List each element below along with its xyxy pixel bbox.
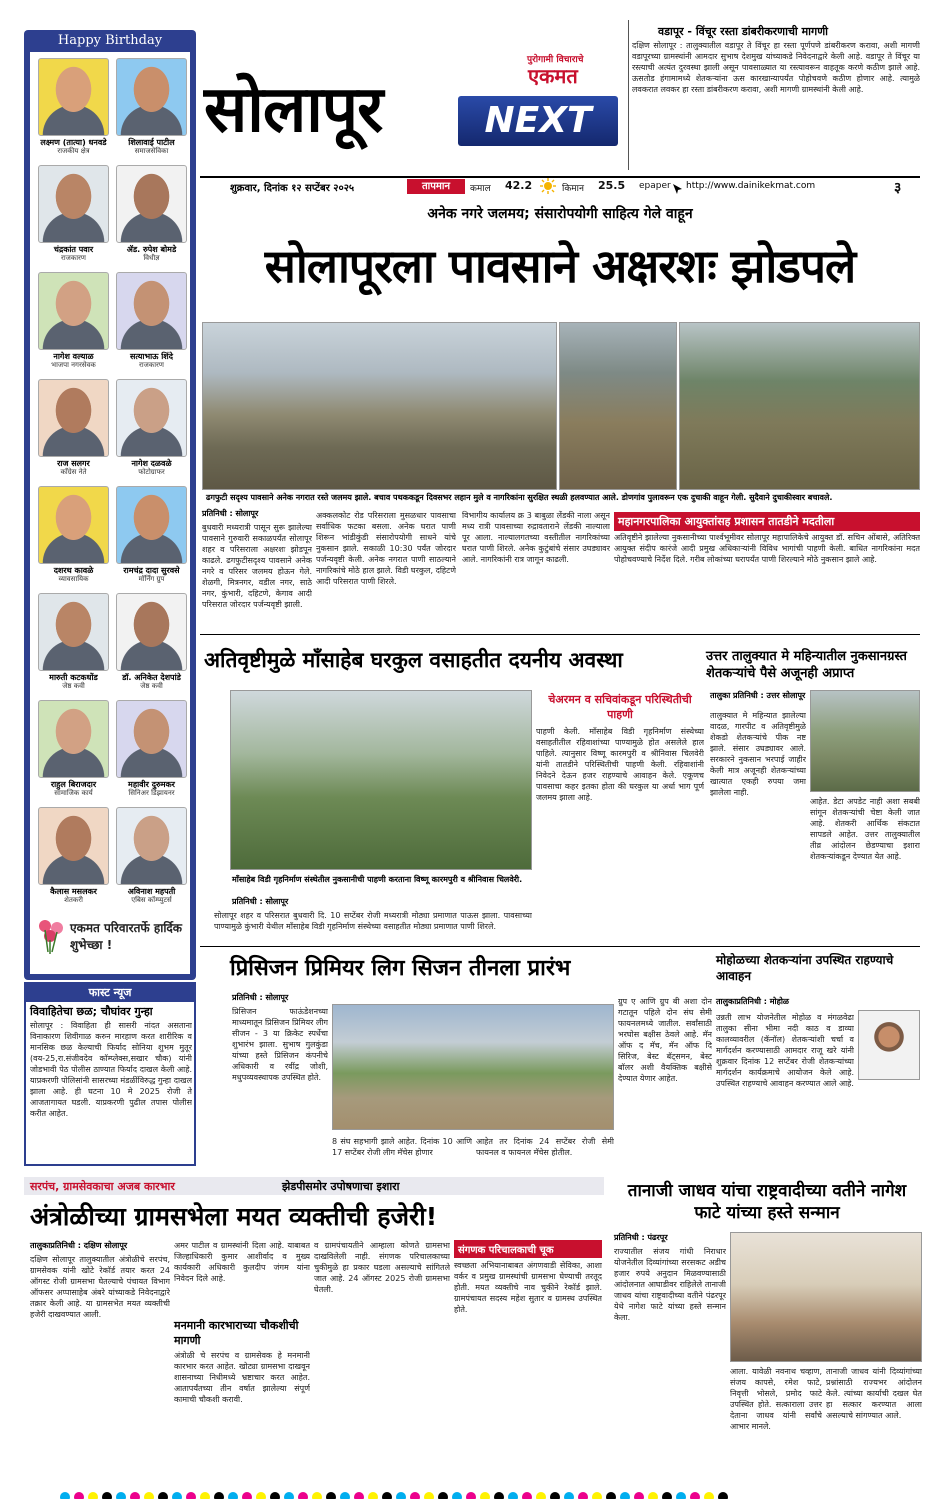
birthday-name: लक्ष्मण (तात्या) धनवडे: [40, 138, 107, 147]
epaper-label: epaper: [639, 181, 671, 191]
pointer-icon: [672, 180, 684, 192]
registration-dot: [102, 1492, 112, 1499]
gharkul-sub-headline: चेअरमन व सचिवांकडून परिस्थितीची पाहणी: [548, 693, 692, 721]
antroli-body-4: व ग्रामपंचायतीने आम्हाला कोणते ग्रामसभा दाखविलेली नाही. संगणक परिचालकाच्या चुकीमुळे हा प्रकार घडला असल्याचे सांगितले जात आहे. 24 ऑगस्ट 2025 रोजी ग्रामसभा घेतली.: [314, 1241, 450, 1294]
registration-dot: [242, 1492, 252, 1499]
lead-col-1: बुधवारी मध्यरात्री पासून सुरू झालेल्या पावसाने गुरुवारी सकाळपर्यंत सोलापूर शहर व परिसराला अक्षरशः झोडपून काढले. ढगफुटीसदृश्य पावसाने अनेक नगरे व परिसर जलमय होऊन गेले. शेळगी, मित्रनगर, वडील नगर, साठे नगर, कुंभारी, दहिटणे, केगाव आदी परिसरात जोरदार पर्जन्यवृष्टी झाली.: [202, 523, 312, 609]
registration-dot: [382, 1492, 392, 1499]
registration-dot: [340, 1492, 350, 1499]
birthday-card: [116, 807, 187, 904]
registration-dot: [424, 1492, 434, 1499]
birthday-name: चंद्रकांत पवार: [53, 245, 94, 254]
temp-label: तापमान: [407, 179, 465, 194]
registration-dot: [466, 1492, 476, 1499]
registration-dot: [522, 1492, 532, 1499]
registration-dot: [60, 1492, 70, 1499]
gharkul-body-1: सोलापूर शहर व परिसरात बुधवारी दि. 10 सप्टेंबर रोजी मध्यरात्री मोठ्या प्रमाणात पाऊस झाला. पावसाच्या पाण्यामुळे कुंभारी येथील माँसाहेब विडी गृहनिर्माण संस्थेच्या वसाहतीत मोठ्या प्रमाणात पाणी शिरले.: [214, 911, 532, 931]
birthday-name: नागेश दळवळे: [131, 459, 172, 468]
registration-dot: [88, 1492, 98, 1499]
mohol-photo: [858, 1010, 920, 1080]
epaper-url[interactable]: http://www.dainikekmat.com: [686, 181, 816, 191]
lead-side-body: अतिवृष्टीने झालेल्या नुकसानीच्या पार्श्वभूमीवर सोलापूर महापालिकेचे आयुक्त डॉ. सचिन ओंबासे, अतिरिक्त आयुक्त संदीप कारंजे आदी प्रमुख अधिकाऱ्यांनी विविध भागांची पाहणी केली. बाधित नागरिकांना मदत पोहोचवण्याचे निर्देश दिले. गरीब लोकांच्या घरापर्यंत पाणी शिरल्याने मोठे नुकसान झाले आहे.: [614, 533, 920, 564]
birthday-card: [116, 593, 187, 690]
birthday-name: नागेश वल्याळ: [53, 352, 94, 361]
birthday-photo: [116, 593, 187, 671]
birthday-name: अविनाश महपती: [127, 887, 176, 896]
antroli-body-2: अमर पाटील व ग्रामस्थांनी दिला आहे. याबाबत जिल्हाधिकारी कुमार आशीर्वाद व मुख्य कार्यकारी अधिकारी कुलदीप जंगम यांना निवेदन दिले आहे.: [174, 1241, 310, 1283]
birthday-card: [116, 700, 187, 797]
mohol-headline: मोहोळच्या शेतकऱ्यांना उपस्थित राहण्याचे आवाहन: [716, 953, 894, 983]
registration-dot: [312, 1492, 322, 1499]
birthday-role: राजकारण: [139, 361, 164, 369]
birthday-card: [116, 58, 187, 155]
registration-dot: [704, 1492, 714, 1499]
birthday-name: महावीर दुरुमकर: [128, 780, 175, 789]
birthday-photo: [38, 165, 109, 243]
registration-dot: [130, 1492, 140, 1499]
masthead-tagline: पुरोगामी विचाराचे: [527, 55, 584, 65]
registration-dot: [564, 1492, 574, 1499]
registration-dot: [214, 1492, 224, 1499]
masthead-brand: एकमत: [528, 64, 578, 88]
birthday-role: विधीज्ञ: [143, 254, 160, 262]
birthday-card: [116, 379, 187, 476]
registration-dot: [494, 1492, 504, 1499]
birthday-name: मारुती कटकधोंड: [49, 673, 98, 682]
tanaji-photo: [730, 1232, 922, 1362]
section-rule-2: [200, 946, 920, 947]
birthday-photo: [38, 593, 109, 671]
birthday-role: जेष्ठ कवी: [140, 682, 163, 690]
registration-dot: [368, 1492, 378, 1499]
lead-side-headline: महानगरपालिका आयुक्तांसह प्रशासन तातडीने मदतीला: [614, 512, 920, 531]
lead-headline: सोलापूरला पावसाने अक्षरशः झोडपले: [264, 239, 856, 293]
registration-dot: [620, 1492, 630, 1499]
lead-photo-bridge: [679, 322, 920, 490]
happy-birthday-title: Happy Birthday: [57, 33, 163, 48]
temp-min-value: 25.5: [598, 179, 626, 192]
bottom-strip-left: सरपंच, ग्रामसेवकाचा अजब कारभार: [30, 1180, 175, 1193]
registration-dot: [186, 1492, 196, 1499]
sun-icon: [540, 178, 556, 194]
birthday-role: मॉर्निंग ग्रुप: [138, 575, 165, 583]
birthday-card: [38, 272, 109, 369]
tanaji-body-1: राज्यातील संजय गांधी निराधार योजनेतील दिव्यांगांच्या सरसकट अडीच हजार रुपये अनुदान मिळवण्यासाठी आंदोलनात आघाडीवर राहिलेले तानाजी जाधव यांचा राष्ट्रवादीच्या वतीने पंढरपूर येथे नागेश फाटे यांच्या हस्ते सन्मान केला.: [614, 1247, 726, 1322]
registration-dot: [634, 1492, 644, 1499]
registration-dot: [648, 1492, 658, 1499]
lead-kicker: अनेक नगरे जलमय; संसारोपयोगी साहित्य गेले वाहून: [427, 206, 693, 222]
registration-dot: [676, 1492, 686, 1499]
lead-col-2: अक्कलकोट रोड परिसराला मुसळधार पावसाचा सर्वाधिक फटका बसला. अनेक घरात पाणी शिरून भांडीकुंडी संसारोपयोगी साधने यांचे नुकसान झाले. सकाळी 10:30 पर्यंत जोरदार पर्जन्यवृष्टी केली. अनेक नगरात पाणी साठल्याने नागरिकांचे मोठे हाल झाले. विडी घरकुल, दहिटणे आदी परिसरात पाणी शिरले.: [316, 511, 456, 586]
registration-dot: [550, 1492, 560, 1499]
uttar-col-2: आहेत. डेटा अपडेट नाही अशा सबबी सांगून शेतकऱ्यांची चेष्टा केली जात आहे. शेतकरी आर्थिक संकटात सापडले आहेत. उत्तर तालुक्यातील तीव्र आंदोलन छेडण्याचा इशारा शेतकऱ्यांकडून देण्यात येत आहे.: [810, 797, 920, 861]
birthday-photo: [116, 486, 187, 564]
registration-dot: [718, 1492, 728, 1499]
registration-dot: [74, 1492, 84, 1499]
birthday-card: [116, 272, 187, 369]
registration-dot: [144, 1492, 154, 1499]
top-right-body: दक्षिण सोलापूर : तालुक्यातील वडापूर ते विंचूर हा रस्ता पूर्णपणे डांबरीकरण करावा, अशी मागणी वडापूरच्या ग्रामस्थांनी आमदार सुभाष देशमुख यांच्याकडे निवेदनाद्वारे केली आहे. वडापूर ते विंचूर या रस्त्याची अत्यंत दुरवस्था झाली असून पावसाळ्यात या रस्त्यावरून वाहतूक करणे कठीण झाले आहे. ऊसतोड हंगामामध्ये शेतकऱ्यांना ऊस कारखान्यापर्यंत पोहोचवणे कठीण होणार आहे. त्यामुळे लवकरात लवकर हा रस्ता डांबरीकरण करावा, अशी मागणी ग्रामस्थांनी केली आहे.: [632, 41, 920, 94]
tanaji-body-2: आला. यावेळी नवनाथ चव्हाण, संजय कापसे, रमेश फाटे, निवृत्ती भोसले, प्रमोद फाटे उपस्थित होते. सत्काराला उत्तर देताना जाधव यांनी सर्वांचे आभार मानले.: [730, 1367, 822, 1431]
birthday-name: ॲड. रुपेश बोमडे: [126, 245, 177, 254]
birthday-name: राज सलगर: [57, 459, 90, 468]
birthday-card: [116, 165, 187, 262]
registration-dot: [270, 1492, 280, 1499]
birthday-photo: [116, 165, 187, 243]
registration-dot: [438, 1492, 448, 1499]
premier-headline: प्रिसिजन प्रिमियर लिग सिजन तीनला प्रारंभ: [230, 956, 571, 981]
birthday-photo: [38, 58, 109, 136]
birthday-role: कॉंग्रेस नेते: [60, 468, 87, 476]
premier-caption-left: 8 संघ सहभागी झाले आहेत. दिनांक 10 आणि 17 सप्टेंबर रोजी लीग मॅचेस होणार: [332, 1137, 472, 1157]
birthday-name: कैलास मसलकर: [50, 887, 97, 896]
gharkul-headline: अतिवृष्टीमुळे माँसाहेब घरकुल वसाहतीत दयनीय अवस्था: [204, 648, 623, 672]
premier-byline: प्रतिनिधी : सोलापूर: [232, 993, 289, 1002]
mohol-body: उन्नती लाभ योजनेतील मोहोळ व मंगळवेढा तालुका सीना भीमा नदी काठ व डाव्या कालव्यावरील (कॅनॉल) शेतकऱ्यांशी चर्चा व मार्गदर्शन करण्यासाठी आमदार राजू खरे यांनी शुक्रवार दिनांक 12 सप्टेंबर रोजी शेतकऱ्यांच्या मार्गदर्शन कार्यक्रमाचे आयोजन केले आहे. उपस्थित राहण्याचे आवाहन करण्यात आले आहे.: [716, 1013, 854, 1088]
issue-date: शुक्रवार, दिनांक १२ सप्टेंबर २०२५: [230, 183, 355, 194]
birthday-card: [38, 58, 109, 155]
gharkul-body-2: पाहणी केली. माँसाहेब विडी गृहनिर्माण संस्थेच्या वसाहतीतील रहिवाशांच्या पाण्यामुळे होत असलेले हाल पाहिले. त्यानुसार विष्णू कारमपुरी व श्रीनिवास चिलवेरी यांनी तातडीने परिस्थितीची पाहणी केली. रहिवाशांनी निवेदने देऊन हजर राहण्याचे आवाहन केले. एकूणच पावसाचा कहर इतका होता की घरकुल या अर्धा भाग पूर्ण जलमय झाला आहे.: [536, 727, 704, 802]
registration-dot: [284, 1492, 294, 1499]
lead-byline: प्रतिनिधी : सोलापूर: [202, 509, 259, 518]
registration-dot: [508, 1492, 518, 1499]
fast-news-label-text: फास्ट न्यूज: [88, 986, 132, 999]
tanaji-byline: प्रतिनिधी : पंढरपूर: [614, 1233, 668, 1242]
fast-news-label: [26, 984, 194, 1002]
premier-body-2: ग्रुप ए आणि ग्रुप बी अशा दोन गटातून पहिले दोन संघ सेमी फायनलमध्ये जातील. सर्वांसाठी भरघोस बक्षीस ठेवले आहे. मॅन ऑफ द मॅच, मॅन ऑफ दि सिरिज, बेस्ट बॅट्समन, बेस्ट बॉलर अशी वैयक्तिक बक्षीसे देण्यात येणार आहेत.: [618, 997, 712, 1083]
registration-dot: [480, 1492, 490, 1499]
birthday-card: [116, 486, 187, 583]
registration-dot: [354, 1492, 364, 1499]
color-registration-strip: [60, 1487, 920, 1499]
top-right-headline: वडापूर - विंचूर रस्ता डांबरीकरणाची मागणी: [658, 25, 829, 38]
birthday-role: राजकारण: [61, 254, 86, 262]
birthday-card: [38, 593, 109, 690]
birthday-photo: [116, 807, 187, 885]
antroli-body-1: दक्षिण सोलापूर तालुक्यातील अंत्रोळीचे सरपंच, ग्रामसेवक यांनी खोटे रेकॉर्ड तयार करत 24 ऑगस्ट रोजी ग्रामसभा घेतल्याचे पंचायत विभाग ऑफसर अप्पासाहेब अंबरे यांच्याकडे निवेदनाद्वारे तक्रार केली आहे. या ग्रामसभेत मयत व्यक्तीची हजेरी दाखवण्यात आली.: [30, 1255, 170, 1319]
next-logo-text: NEXT: [484, 100, 592, 141]
registration-dot: [326, 1492, 336, 1499]
registration-dot: [228, 1492, 238, 1499]
fast-news-body: सोलापूर : विवाहिता ही सासरी नांदत असताना विनाकारण शिवीगाळ करुन मारहाण करत शारीरिक व मानसिक छळ केल्याची फिर्याद सोनिया शुभम मुतूर (वय-25,रा.संजीवदेव कॉम्प्लेक्स,सखार चौक) यांनी जोडभावी पेठ पोलीस ठाण्यात फिर्याद दाखल केली आहे. याप्रकरणी पोलिसांनी सासरच्या मंडळींविरुद्ध गुन्हा दाखल झाला आहे. ही घटना 10 मे 2025 रोजी ते आजतागायत घडली. याप्रकरणी पुढील तपास पोलीस करीत आहेत.: [30, 1021, 192, 1118]
birthday-role: जेष्ठ कवी: [62, 682, 85, 690]
tanaji-headline: तानाजी जाधव यांचा राष्ट्रवादीच्या वतीने नागेश फाटे यांच्या हस्ते सन्मान: [627, 1181, 907, 1223]
registration-dot: [172, 1492, 182, 1499]
birthday-photo: [38, 700, 109, 778]
antroli-sub-headline: मनमानी कारभाराच्या चौकशीची मागणी: [174, 1319, 299, 1347]
birthday-photo: [116, 272, 187, 350]
registration-dot: [592, 1492, 602, 1499]
premier-body-1: प्रिसिजन फाऊंडेशनच्या माध्यमातून प्रिसिजन प्रिमियर लीग सीजन - 3 या क्रिकेट स्पर्धेचा शुभारंभ झाला. सुभाष गुलकुंडा यांच्या हस्ते प्रिसिजन कंपनीचे अधिकारी व रवींद्र जोशी, मधुपव्यवस्थापक उपस्थित होते.: [232, 1007, 328, 1082]
birthday-photo: [38, 379, 109, 457]
antroli-body-3: अंत्रोळी चे सरपंच व ग्रामसेवक हे मनमानी कारभार करत आहेत. खोट्या ग्रामसभा दाखवून शासनाच्या निधीमध्ये भ्रष्टाचार करत आहेत. आतापर्यंतच्या तीन वर्षात झालेल्या संपूर्ण कामाची चौकशी करावी.: [174, 1351, 310, 1404]
masthead-title: सोलापूर: [204, 73, 383, 147]
lead-photo-street: [202, 322, 557, 490]
antroli-body-5: स्वच्छता अभियानाबाबत अंगणवाडी सेविका, आशा वर्कर व प्रमुख ग्रामस्थांची ग्रामसभा घेण्याची तरतूद होती. मयत व्यक्तीचे नाव चुकीने रेकॉर्ड झाले. ग्रामपंचायत सदस्य महेश सुतार व ग्रामस्थ उपस्थित होते.: [454, 1261, 602, 1314]
gharkul-photo: [230, 690, 532, 870]
registration-dot: [116, 1492, 126, 1499]
birthday-photo: [38, 486, 109, 564]
birthday-role: व्यावसायिक: [58, 575, 89, 583]
birthday-role: शेतकरी: [64, 896, 83, 904]
birthday-role: भाजपा नगरसेवक: [51, 361, 96, 369]
gharkul-byline: प्रतिनिधी : सोलापूर: [232, 897, 289, 906]
temp-max-label: कमाल: [470, 184, 491, 194]
registration-dot: [256, 1492, 266, 1499]
registration-dot: [578, 1492, 588, 1499]
registration-dot: [200, 1492, 210, 1499]
bottom-strip-mid: झेडपीसमोर उपोषणाचा इशारा: [282, 1180, 400, 1193]
mohol-byline: तालुकाप्रतिनिधी : मोहोळ: [716, 997, 789, 1006]
birthday-role: एबिस कॉम्प्युटर्स: [131, 896, 172, 904]
masthead-rule: [200, 176, 920, 178]
registration-dot: [158, 1492, 168, 1499]
premier-caption-right: आहेत तर दिनांक 24 सप्टेंबर रोजी सेमी फायनल व फायनल मॅचेस होतील.: [476, 1137, 614, 1157]
temp-max-value: 42.2: [505, 179, 533, 192]
birthday-name: डॉ. अनिकेत देशपांडे: [122, 673, 181, 682]
birthday-name: सत्याभाऊ शिंदे: [130, 352, 173, 361]
wishes-text: एकमत परिवारतर्फे हार्दिक शुभेच्छा !: [70, 921, 183, 952]
registration-dot: [536, 1492, 546, 1499]
birthday-role: राजकीय क्षेत्र: [57, 147, 90, 155]
uttar-headline: उत्तर तालुक्यात मे महिन्यातील नुकसानग्रस्त शेतकऱ्यांचे पैसे अजूनही अप्राप्त: [706, 649, 907, 681]
flower-icon: [36, 916, 66, 956]
tanaji-body-3: तानाजी जाधव यांनी दिव्यांगांच्या प्रश्नांसाठी राज्यभर आंदोलन केले. त्यांच्या कार्याची दखल घेत हा सत्कार करण्यात आला असल्याचे सांगण्यात आले.: [826, 1367, 922, 1420]
birthday-card: [38, 486, 109, 583]
uttar-photo: [810, 690, 920, 792]
registration-dot: [606, 1492, 616, 1499]
uttar-col-1: तालुक्यात मे महिन्यात झालेल्या वादळ, गारपीट व अतिवृष्टीमुळे शेकडो शेतकऱ्यांचे पीक नष्ट झाले. संसार उघड्यावर आले. सरकारने नुकसान भरपाई जाहीर केली मात्र अजूनही शेतकऱ्यांच्या खात्यात एकही रुपया जमा झालेला नाही.: [710, 711, 806, 797]
birthday-card: [38, 700, 109, 797]
registration-dot: [396, 1492, 406, 1499]
section-rule-1: [200, 634, 920, 635]
birthday-name: दशरथ कावळे: [53, 566, 94, 575]
registration-dot: [662, 1492, 672, 1499]
lead-col-3: विभागीय कार्यालय क्र 3 बाबुळा लेंडकी नाला असून मध्य रात्री पावसाच्या रुद्रावताराने लेंडकी नाल्याला पूर आला. नाल्यालगतच्या वस्तीतील नागरिकांच्या घरात पाणी शिरले. अनेक कुटुंबांचे संसार उघड्यावर आले. नागरिकांनी रात्र जागून काढली.: [462, 511, 610, 564]
page-number: ३: [894, 180, 902, 196]
birthday-card: [38, 807, 109, 904]
birthday-role: सिनिअर डिझायनर: [128, 789, 175, 797]
birthday-photo: [116, 58, 187, 136]
birthday-photo: [38, 807, 109, 885]
lead-caption: ढगफुटी सदृश्य पावसाने अनेक नगरात रस्ते जलमय झाले. बचाव पथककडून दिवसभर लहान मुले व नागरिकांना सुरक्षित स्थळी हलवण्यात आले. डोणगांव पुलावरून एक दुचाकी वाहून गेली. सुदैवाने दुचाकीस्वार बचावले.: [206, 493, 833, 502]
birthday-photo: [116, 700, 187, 778]
birthday-photo: [116, 379, 187, 457]
birthday-role: फोटोग्राफर: [138, 468, 165, 476]
birthday-card: [38, 165, 109, 262]
registration-dot: [410, 1492, 420, 1499]
birthday-card: [38, 379, 109, 476]
gharkul-caption: माँसाहेब विडी गृहनिर्माण संस्थेतील नुकसानीची पाहणी करताना विष्णू कारमपुरी व श्रीनिवास चिलवेरी.: [232, 875, 523, 884]
registration-dot: [452, 1492, 462, 1499]
antroli-byline: तालुकाप्रतिनिधी : दक्षिण सोलापूर: [30, 1241, 128, 1250]
antroli-headline: अंत्रोळीच्या ग्रामसभेला मयत व्यक्तीची हजेरी!: [30, 1202, 438, 1231]
uttar-byline: तालुका प्रतिनिधी : उत्तर सोलापूर: [710, 691, 806, 700]
next-logo: [458, 96, 618, 146]
birthday-photo: [38, 272, 109, 350]
fast-news-headline: विवाहितेचा छळ; चौघांवर गुन्हा: [30, 1005, 153, 1018]
lead-photo-rescue: [559, 322, 677, 490]
premier-photo: [332, 1004, 614, 1130]
antroli-side-label: संगणक परिचालकाची चूक: [454, 1240, 602, 1258]
registration-dot: [690, 1492, 700, 1499]
temp-min-label: किमान: [562, 184, 584, 194]
birthday-name: रामचंद्र दादा सुरवसे: [123, 566, 180, 575]
birthday-name: राहुल बिराजदार: [50, 780, 97, 789]
registration-dot: [298, 1492, 308, 1499]
birthday-role: समाजसेविका: [134, 147, 169, 155]
birthday-role: सामाजिक कार्य: [54, 789, 93, 797]
birthday-name: शिलावाई पाटील: [128, 138, 175, 147]
